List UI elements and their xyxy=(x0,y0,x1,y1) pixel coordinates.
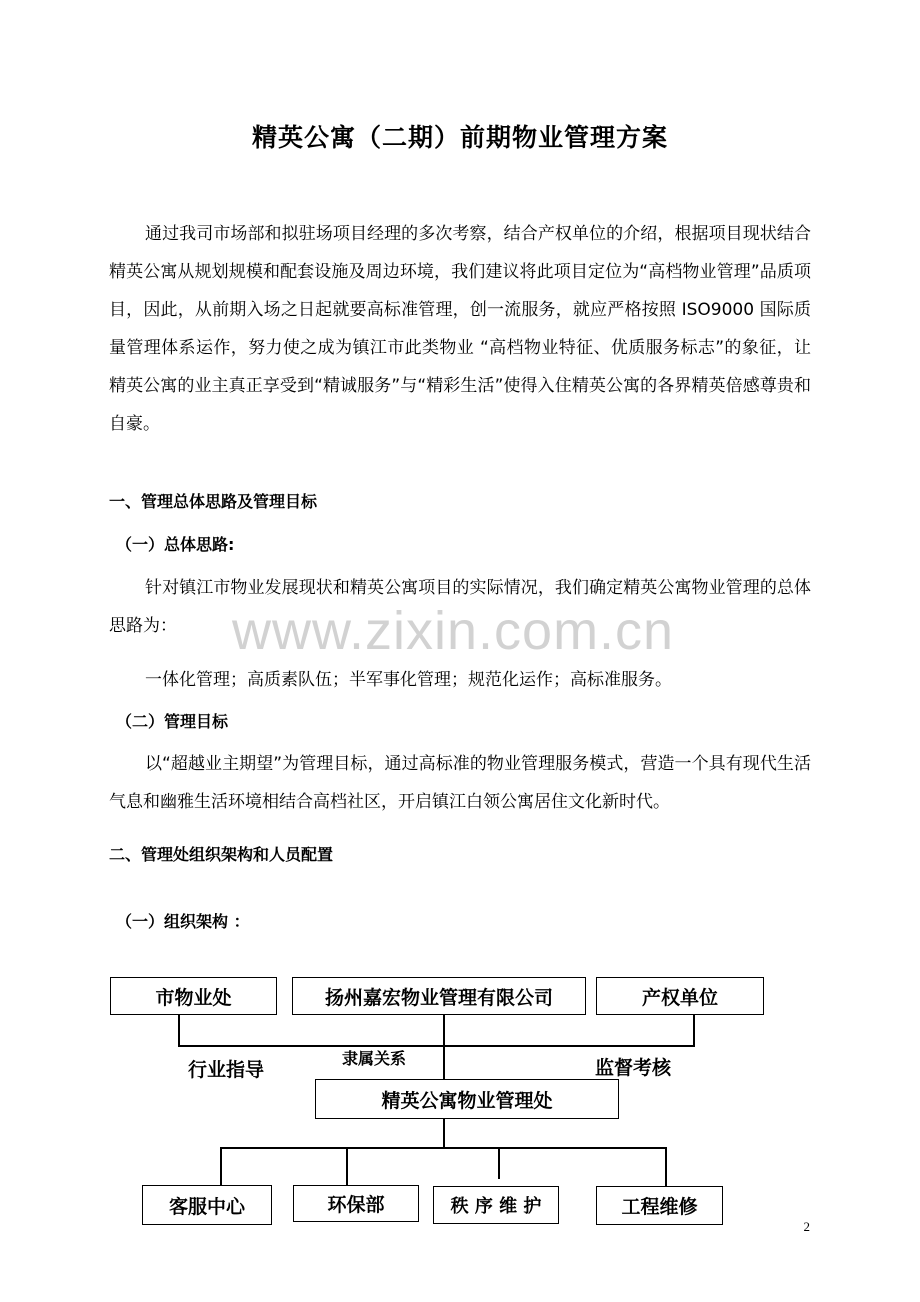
connector-center-down xyxy=(443,1013,445,1080)
watermark: www.zixin.com.cn xyxy=(232,601,675,661)
org-box-parent-company: 扬州嘉宏物业管理有限公司 xyxy=(292,977,586,1015)
org-box-municipal-property-office: 市物业处 xyxy=(110,977,277,1015)
connector-branch-1 xyxy=(220,1147,222,1186)
connector-branch-2 xyxy=(346,1147,348,1185)
section-1-1-paragraph: 针对镇江市物业发展现状和精英公寓项目的实际情况，我们确定精英公寓物业管理的总体思路为： xyxy=(109,578,811,636)
relation-label-subordinate: 隶属关系 xyxy=(342,1049,407,1068)
section-1-heading: 一、管理总体思路及管理目标 xyxy=(109,492,318,511)
org-box-engineering: 工程维修 xyxy=(596,1186,723,1225)
relation-label-supervision: 监督考核 xyxy=(595,1057,672,1079)
connector-middle-down xyxy=(443,1117,445,1148)
section-1-2-heading: （二）管理目标 xyxy=(116,712,229,731)
section-1-1-principles: 一体化管理；高质素队伍；半军事化管理；规范化运作；高标准服务。 xyxy=(145,670,672,690)
connector-branch-3 xyxy=(498,1147,500,1179)
connector-branch-4 xyxy=(665,1147,667,1186)
connector-right-down xyxy=(693,1013,695,1046)
relation-label-industry-guidance: 行业指导 xyxy=(188,1059,265,1081)
section-1-1-heading: （一）总体思路: xyxy=(116,535,235,554)
connector-left-down xyxy=(178,1013,180,1046)
section-2-heading: 二、管理处组织架构和人员配置 xyxy=(109,845,334,864)
intro-paragraph: 通过我司市场部和拟驻场项目经理的多次考察，结合产权单位的介绍，根据项目现状结合精英公寓从规划规模和配套设施及周边环境，我们建议将此项目定位为“高档物业管理”品质项目，因此，从前期入场之日起就要高标准管理，创一流服务，就应严格按照 ISO9000 国际质量管理体系运作，努力使之成为镇江市此类物业 “高档物业特征、优质服务标志”的象征，让精英公寓的业主真正享受到“精诚服务”与“精彩生活”使得入住精英公寓的各界精英倍感尊贵和自豪。 xyxy=(109,224,811,434)
connector-horizontal-top xyxy=(178,1045,695,1047)
page-title: 精英公寓（二期）前期物业管理方案 xyxy=(251,123,668,152)
org-box-property-owner: 产权单位 xyxy=(596,977,764,1015)
org-box-security: 秩 序 维 护 xyxy=(433,1186,559,1224)
org-box-environmental: 环保部 xyxy=(293,1185,419,1222)
connector-horizontal-bottom xyxy=(220,1147,667,1149)
org-box-management-office: 精英公寓物业管理处 xyxy=(315,1079,619,1119)
page-number: 2 xyxy=(803,1219,810,1234)
section-2-1-heading: （一）组织架构 ： xyxy=(116,912,250,931)
org-box-customer-service: 客服中心 xyxy=(142,1185,272,1225)
section-1-2-paragraph: 以“超越业主期望”为管理目标，通过高标准的物业管理服务模式，营造一个具有现代生活气息和幽雅生活环境相结合高档社区，开启镇江白领公寓居住文化新时代。 xyxy=(109,754,811,812)
